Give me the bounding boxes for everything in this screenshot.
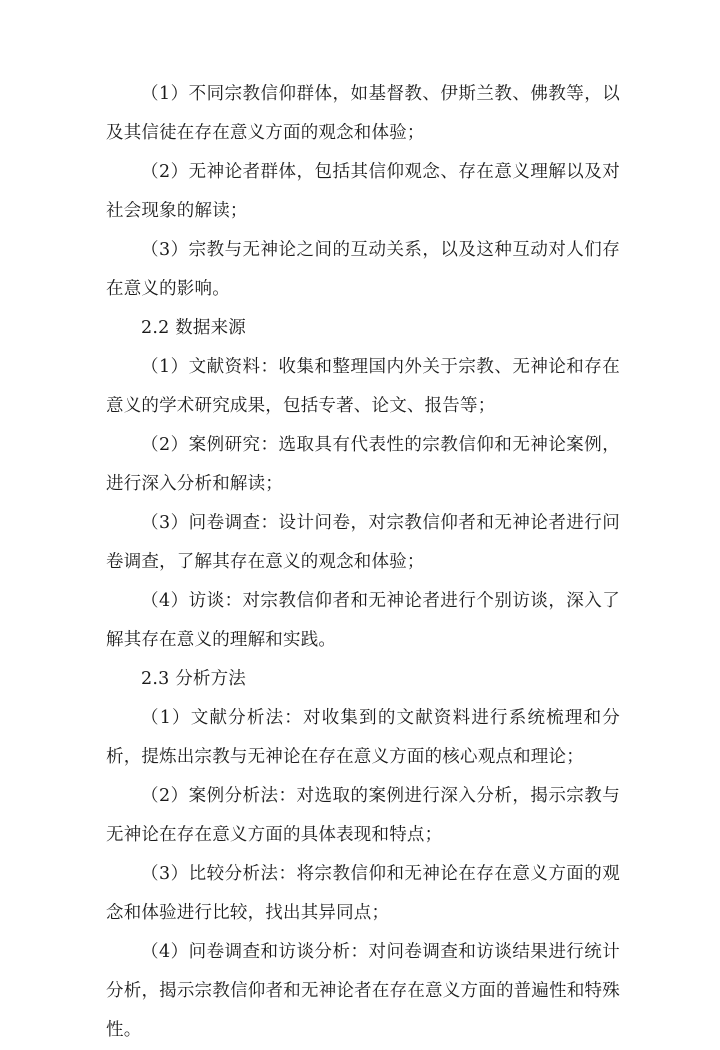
- data-source-item-2: （2）案例研究：选取具有代表性的宗教信仰和无神论案例，进行深入分析和解读；: [106, 435, 620, 494]
- data-source-item-3: （3）问卷调查：设计问卷，对宗教信仰者和无神论者进行问卷调查，了解其存在意义的观念和体验；: [106, 513, 620, 572]
- scope-item-3: （3）宗教与无神论之间的互动关系，以及这种互动对人们存在意义的影响。: [106, 240, 620, 299]
- method-item-4: （4）问卷调查和访谈分析：对问卷调查和访谈结果进行统计分析，揭示宗教信仰者和无神论者在存在意义方面的普遍性和特殊性。: [106, 942, 620, 1040]
- data-source-item-1: （1）文献资料：收集和整理国内外关于宗教、无神论和存在意义的学术研究成果，包括专著、论文、报告等；: [106, 357, 620, 416]
- method-item-3: （3）比较分析法：将宗教信仰和无神论在存在意义方面的观念和体验进行比较，找出其异同点；: [106, 864, 620, 923]
- section-heading-data-sources: 2.2 数据来源: [141, 318, 246, 338]
- method-item-2: （2）案例分析法：对选取的案例进行深入分析，揭示宗教与无神论在存在意义方面的具体表现和特点；: [106, 786, 620, 845]
- scope-item-2: （2）无神论者群体，包括其信仰观念、存在意义理解以及对社会现象的解读；: [106, 162, 620, 221]
- section-heading-analysis-methods: 2.3 分析方法: [141, 669, 246, 689]
- scope-item-1: （1）不同宗教信仰群体，如基督教、伊斯兰教、佛教等，以及其信徒在存在意义方面的观念和体验；: [106, 84, 620, 143]
- method-item-1: （1）文献分析法：对收集到的文献资料进行系统梳理和分析，提炼出宗教与无神论在存在意义方面的核心观点和理论；: [106, 708, 620, 767]
- document-body: [106, 75, 620, 1050]
- data-source-item-4: （4）访谈：对宗教信仰者和无神论者进行个别访谈，深入了解其存在意义的理解和实践。: [106, 591, 620, 650]
